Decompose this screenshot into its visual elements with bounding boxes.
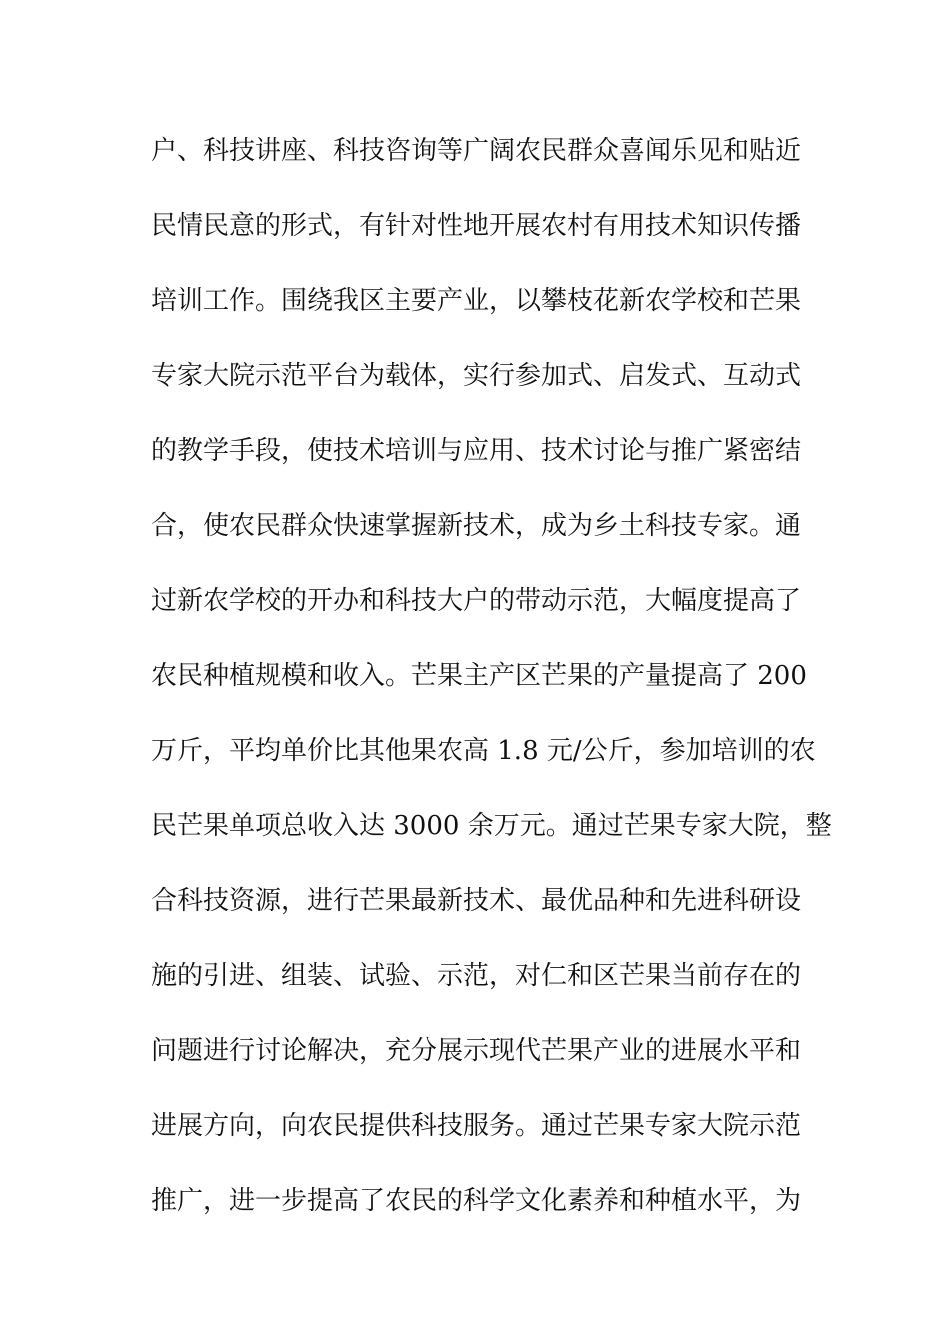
text-line: 过新农学校的开办和科技大户的带动示范，大幅度提高了 [151,586,802,616]
text-line: 专家大院示范平台为载体，实行参加式、启发式、互动式 [151,361,802,391]
text-line: 民芒果单项总收入达 3000 余万元。通过芒果专家大院，整 [151,811,832,841]
text-line: 合科技资源，进行芒果最新技术、最优品种和先进科研设 [151,886,802,916]
text-line: 民情民意的形式，有针对性地开展农村有用技术知识传播 [151,211,802,241]
body-text [151,126,832,1251]
text-line: 合，使农民群众快速掌握新技术，成为乡土科技专家。通 [151,511,802,541]
text-line: 施的引进、组装、试验、示范，对仁和区芒果当前存在的 [151,961,802,991]
text-line: 推广，进一步提高了农民的科学文化素养和种植水平，为 [151,1186,802,1216]
text-line: 的教学手段，使技术培训与应用、技术讨论与推广紧密结 [151,436,802,466]
text-line: 农民种植规模和收入。芒果主产区芒果的产量提高了 200 [151,661,807,691]
text-line: 培训工作。围绕我区主要产业，以攀枝花新农学校和芒果 [151,286,802,316]
text-line: 户、科技讲座、科技咨询等广阔农民群众喜闻乐见和贴近 [151,136,802,166]
text-line: 进展方向，向农民提供科技服务。通过芒果专家大院示范 [151,1111,802,1141]
text-line: 问题进行讨论解决，充分展示现代芒果产业的进展水平和 [151,1036,802,1066]
text-line: 万斤，平均单价比其他果农高 1.8 元/公斤，参加培训的农 [151,736,816,766]
